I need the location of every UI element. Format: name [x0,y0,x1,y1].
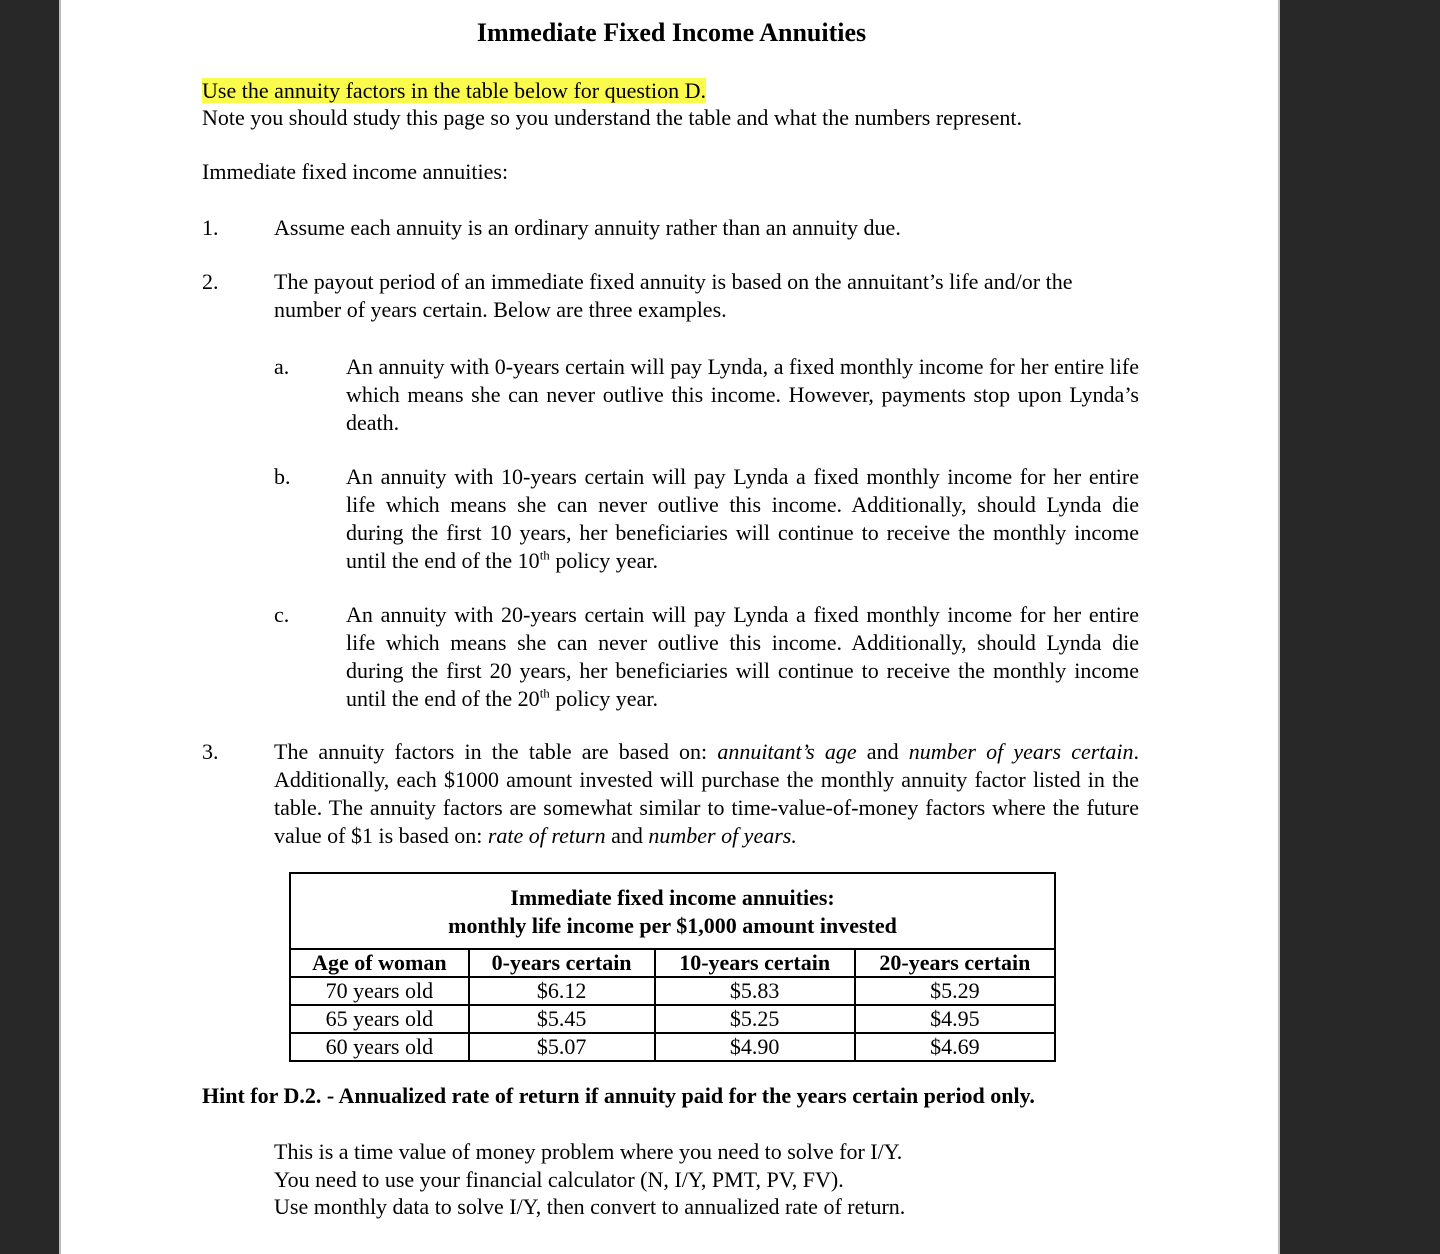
table-cell: $6.12 [469,977,655,1005]
table-cell: $5.29 [855,977,1055,1005]
table-cell: $5.25 [655,1005,855,1033]
subitem-text: An annuity with 10-years certain will pay Lynda a fixed monthly income for her entire life which means she can never outlive this income. Additionally, should Lynda die during the first 10 years, her beneficiaries will continue to receive the monthly income until the end of the 10th policy year. [346,464,1139,573]
subitem-text: An annuity with 0-years certain will pay Lynda, a fixed monthly income for her entire life which means she can never outlive this income. However, payments stop upon Lynda’s death. [346,354,1139,435]
table-cell: $5.45 [469,1005,655,1033]
item-text: The payout period of an immediate fixed annuity is based on the annuitant’s life and/or the number of years certain. Below are three examples. [274,269,1073,322]
table-cell: $5.07 [469,1033,655,1061]
hint-line: This is a time value of money problem where you need to solve for I/Y. [274,1139,903,1164]
table-cell: 70 years old [290,977,469,1005]
table-cell: $5.83 [655,977,855,1005]
page-title: Immediate Fixed Income Annuities [476,18,867,47]
column-header: 10-years certain [655,949,855,977]
item-number: 3. [202,739,219,764]
hint-title: Hint for D.2. - Annualized rate of return if annuity paid for the years certain period only. [202,1083,1035,1108]
highlighted-note [202,77,706,105]
hint-line: You need to use your financial calculator (N, I/Y, PMT, PV, FV). [274,1167,844,1192]
table-caption: Immediate fixed income annuities: monthly life income per $1,000 amount invested [290,873,1055,949]
study-note: Note you should study this page so you understand the table and what the numbers represent. [202,105,1022,130]
subitem-letter: a. [274,354,290,379]
annuity-factor-table [289,872,1056,1062]
hint-line: Use monthly data to solve I/Y, then convert to annualized rate of return. [274,1194,906,1219]
item-text: Assume each annuity is an ordinary annuity rather than an annuity due. [274,215,901,240]
section-label: Immediate fixed income annuities: [202,159,509,184]
table-cell: 60 years old [290,1033,469,1061]
item-text: The annuity factors in the table are based on: annuitant’s age and number of years certain. Additionally, each $1000 amount invested will purchase the monthly annuity factor listed in the table. The annuity factors are somewhat similar to time-value-of-money factors where the future value of $1 is based on: rate of return and number of years. [274,739,1140,848]
highlighted-text: Use the annuity factors in the table below for question D. [202,78,707,103]
subitem-text: An annuity with 20-years certain will pay Lynda a fixed monthly income for her entire life which means she can never outlive this income. Additionally, should Lynda die during the first 20 years, her beneficiaries will continue to receive the monthly income until the end of the 20th policy year. [346,602,1139,711]
column-header: Age of woman [290,949,469,977]
item-number: 1. [202,215,219,240]
subitem-letter: b. [274,464,291,489]
item-number: 2. [202,269,219,294]
table-cell: $4.69 [855,1033,1055,1061]
subitem-letter: c. [274,602,290,627]
document-page [59,0,1280,1254]
table-cell: $4.90 [655,1033,855,1061]
table-row [290,1005,1055,1033]
table-cell: 65 years old [290,1005,469,1033]
column-header: 20-years certain [855,949,1055,977]
column-header: 0-years certain [469,949,655,977]
table-cell: $4.95 [855,1005,1055,1033]
table-row [290,977,1055,1005]
table-header-row [290,949,1055,977]
table-row [290,1033,1055,1061]
